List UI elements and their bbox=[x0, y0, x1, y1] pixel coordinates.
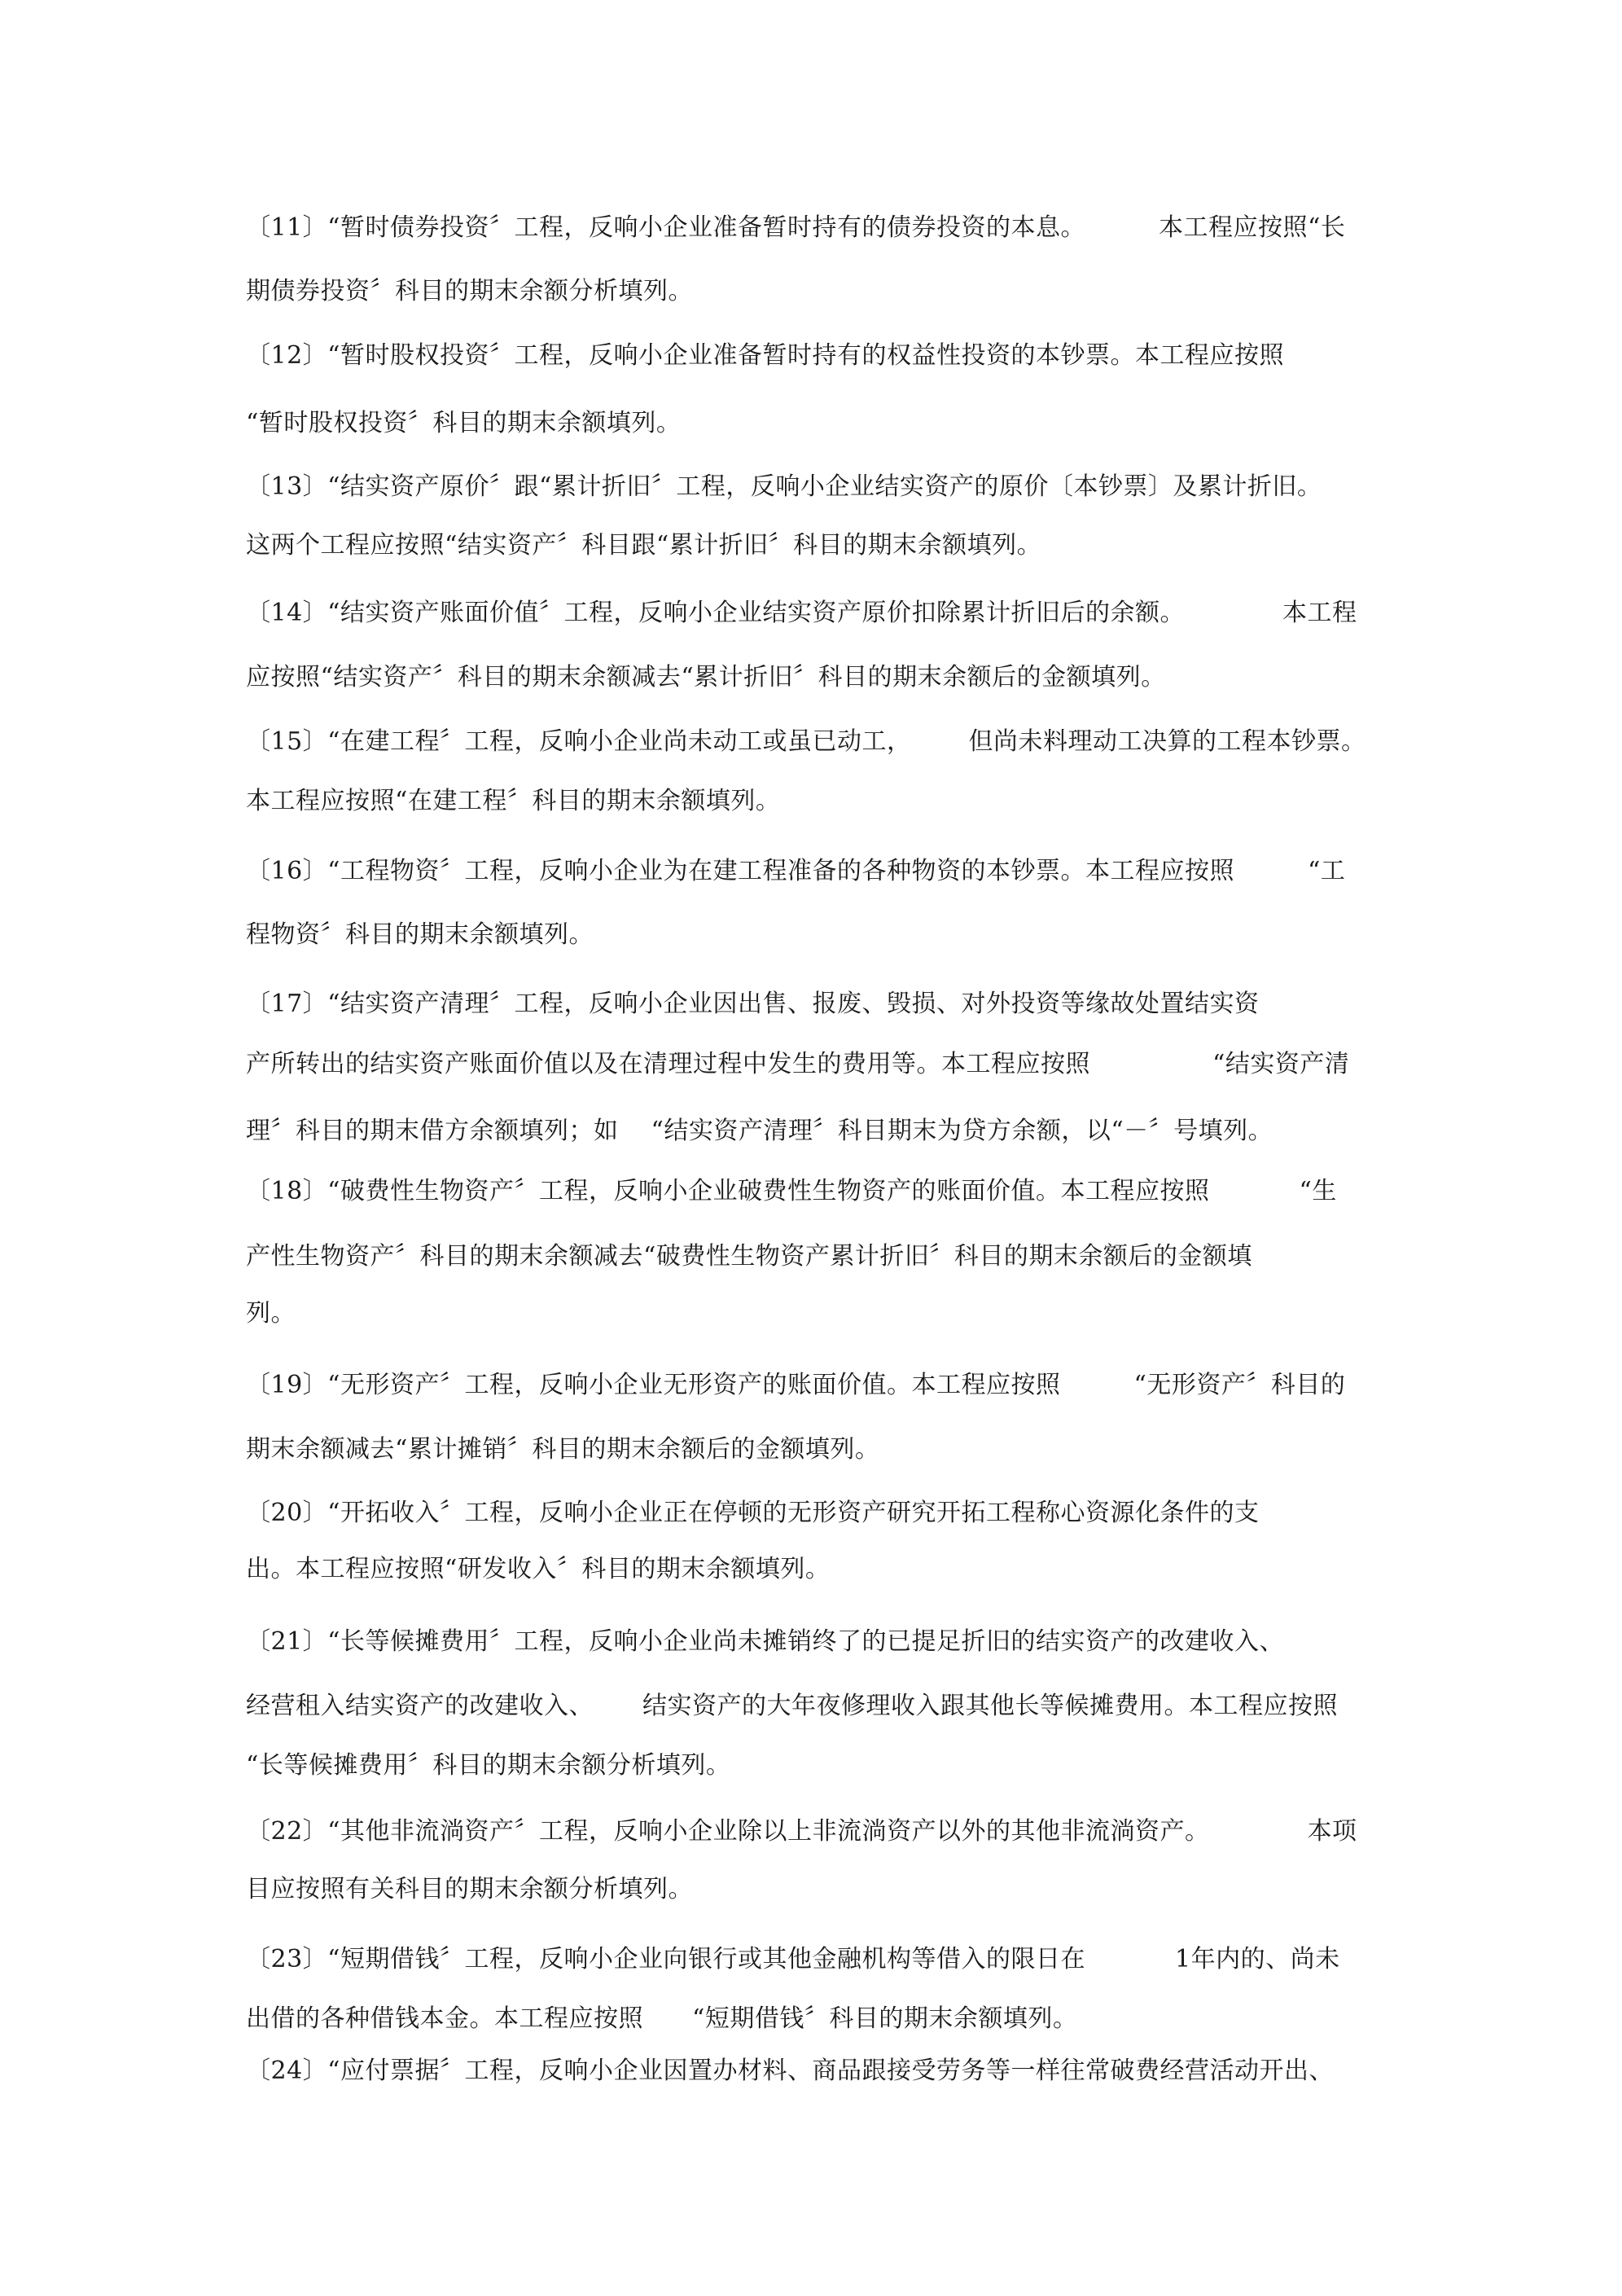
text-line bbox=[246, 212, 1345, 244]
text-segment: 〔13〕“结实资产原价〞跟“累计折旧〞工程，反响小企业结实资产的原价〔本钞票〕及累计折旧。 bbox=[246, 472, 1322, 501]
text-segment: 〔16〕“工程物资〞工程，反响小企业为在建工程准备的各种物资的本钞票。本工程应按照 bbox=[246, 857, 1235, 885]
text-segment: 〔22〕“其他非流淌资产〞工程，反响小企业除以上非流淌资产以外的其他非流淌资产。 bbox=[246, 1817, 1210, 1846]
text-segment: “无形资产〞科目的 bbox=[1133, 1371, 1346, 1399]
text-segment: “结实资产清理〞科目期末为贷方余额，以“－〞号填列。 bbox=[651, 1117, 1273, 1145]
text-segment: 但尚未料理动工决算的工程本钞票。 bbox=[968, 727, 1366, 756]
text-segment: 程物资〞科目的期末余额填列。 bbox=[246, 920, 594, 949]
text-segment: 本项 bbox=[1307, 1817, 1357, 1846]
text-segment: 列。 bbox=[246, 1299, 296, 1328]
text-segment: 理〞科目的期末借方余额填列；如 bbox=[246, 1117, 619, 1145]
text-segment: 〔15〕“在建工程〞工程，反响小企业尚未动工或虽已动工， bbox=[246, 727, 912, 756]
text-segment: 期债券投资〞科目的期末余额分析填列。 bbox=[246, 277, 693, 305]
text-segment: 产所转出的结实资产账面价值以及在清理过程中发生的费用等。本工程应按照 bbox=[246, 1050, 1090, 1078]
text-segment: 〔20〕“开拓收入〞工程，反响小企业正在停顿的无形资产研究开拓工程称心资源化条件的支 bbox=[246, 1499, 1260, 1527]
text-line bbox=[246, 785, 780, 818]
text-line bbox=[246, 855, 1345, 888]
text-line bbox=[246, 1749, 730, 1782]
text-line bbox=[246, 2055, 1334, 2087]
text-segment: “结实资产清 bbox=[1212, 1050, 1350, 1078]
text-segment: 应按照“结实资产〞科目的期末余额减去“累计折旧〞科目的期末余额后的金额填列。 bbox=[246, 663, 1166, 691]
text-segment: 本工程 bbox=[1282, 599, 1357, 627]
text-segment: 本工程应按照“在建工程〞科目的期末余额填列。 bbox=[246, 787, 781, 815]
text-segment: 经营租入结实资产的改建收入、 bbox=[246, 1692, 594, 1720]
text-segment: 目应按照有关科目的期末余额分析填列。 bbox=[246, 1875, 693, 1903]
text-segment: 产性生物资产〞科目的期末余额减去“破费性生物资产累计折旧〞科目的期末余额后的金额填 bbox=[246, 1242, 1252, 1271]
text-segment: 1年内的、尚未 bbox=[1175, 1945, 1340, 1973]
text-line bbox=[246, 2003, 1077, 2035]
text-line bbox=[246, 275, 693, 308]
text-line bbox=[246, 529, 1041, 562]
text-line bbox=[246, 988, 1260, 1021]
text-line bbox=[246, 1175, 1337, 1208]
text-segment: 期末余额减去“累计摊销〞科目的期末余额后的金额填列。 bbox=[246, 1435, 880, 1464]
text-segment: 出。本工程应按照“研发收入〞科目的期末余额填列。 bbox=[246, 1555, 831, 1583]
text-segment: “工 bbox=[1308, 857, 1346, 885]
text-segment: 〔23〕“短期借钱〞工程，反响小企业向银行或其他金融机构等借入的限日在 bbox=[246, 1945, 1086, 1973]
text-line bbox=[246, 407, 681, 440]
text-line bbox=[246, 661, 1166, 694]
text-segment: “长等候摊费用〞科目的期末余额分析填列。 bbox=[246, 1751, 731, 1780]
text-segment: 本工程应按照“长 bbox=[1159, 213, 1346, 242]
text-line bbox=[246, 1369, 1345, 1402]
text-line bbox=[246, 1497, 1260, 1530]
text-line bbox=[246, 1048, 1349, 1081]
text-line bbox=[246, 919, 594, 951]
text-segment: 这两个工程应按照“结实资产〞科目跟“累计折旧〞科目的期末余额填列。 bbox=[246, 531, 1042, 560]
text-segment: 〔18〕“破费性生物资产〞工程，反响小企业破费性生物资产的账面价值。本工程应按照 bbox=[246, 1177, 1210, 1205]
text-segment: “暂时股权投资〞科目的期末余额填列。 bbox=[246, 409, 682, 437]
text-line bbox=[246, 1626, 1284, 1658]
text-segment: 〔19〕“无形资产〞工程，反响小企业无形资产的账面价值。本工程应按照 bbox=[246, 1371, 1061, 1399]
text-line bbox=[246, 1690, 1338, 1723]
text-segment: “短期借钱〞科目的期末余额填列。 bbox=[692, 2004, 1078, 2033]
text-line bbox=[246, 1297, 296, 1330]
text-line bbox=[246, 471, 1322, 503]
text-line bbox=[246, 1433, 879, 1466]
text-line bbox=[246, 1553, 830, 1586]
text-segment: “生 bbox=[1299, 1177, 1337, 1205]
text-line bbox=[246, 1240, 1252, 1273]
text-segment: 〔17〕“结实资产清理〞工程，反响小企业因出售、报废、毁损、对外投资等缘故处置结实资 bbox=[246, 990, 1260, 1018]
text-segment: 〔11〕“暂时债券投资〞工程，反响小企业准备暂时持有的债券投资的本息。 bbox=[246, 213, 1086, 242]
text-line bbox=[246, 1943, 1340, 1976]
text-segment: 〔12〕“暂时股权投资〞工程，反响小企业准备暂时持有的权益性投资的本钞票。本工程应按照 bbox=[246, 341, 1285, 370]
text-line bbox=[246, 1873, 693, 1906]
text-segment: 〔21〕“长等候摊费用〞工程，反响小企业尚未摊销终了的已提足折旧的结实资产的改建收入、 bbox=[246, 1627, 1285, 1656]
text-line bbox=[246, 597, 1357, 630]
text-segment: 〔24〕“应付票据〞工程，反响小企业因置办材料、商品跟接受劳务等一样往常破费经营活动开出、 bbox=[246, 2057, 1335, 2085]
text-line bbox=[246, 726, 1366, 758]
text-segment: 〔14〕“结实资产账面价值〞工程，反响小企业结实资产原价扣除累计折旧后的余额。 bbox=[246, 599, 1186, 627]
text-segment: 出借的各种借钱本金。本工程应按照 bbox=[246, 2004, 643, 2033]
text-line bbox=[246, 1115, 1273, 1148]
text-line bbox=[246, 340, 1284, 372]
text-segment: 结实资产的大年夜修理收入跟其他长等候摊费用。本工程应按照 bbox=[642, 1692, 1338, 1720]
text-line bbox=[246, 1815, 1357, 1848]
